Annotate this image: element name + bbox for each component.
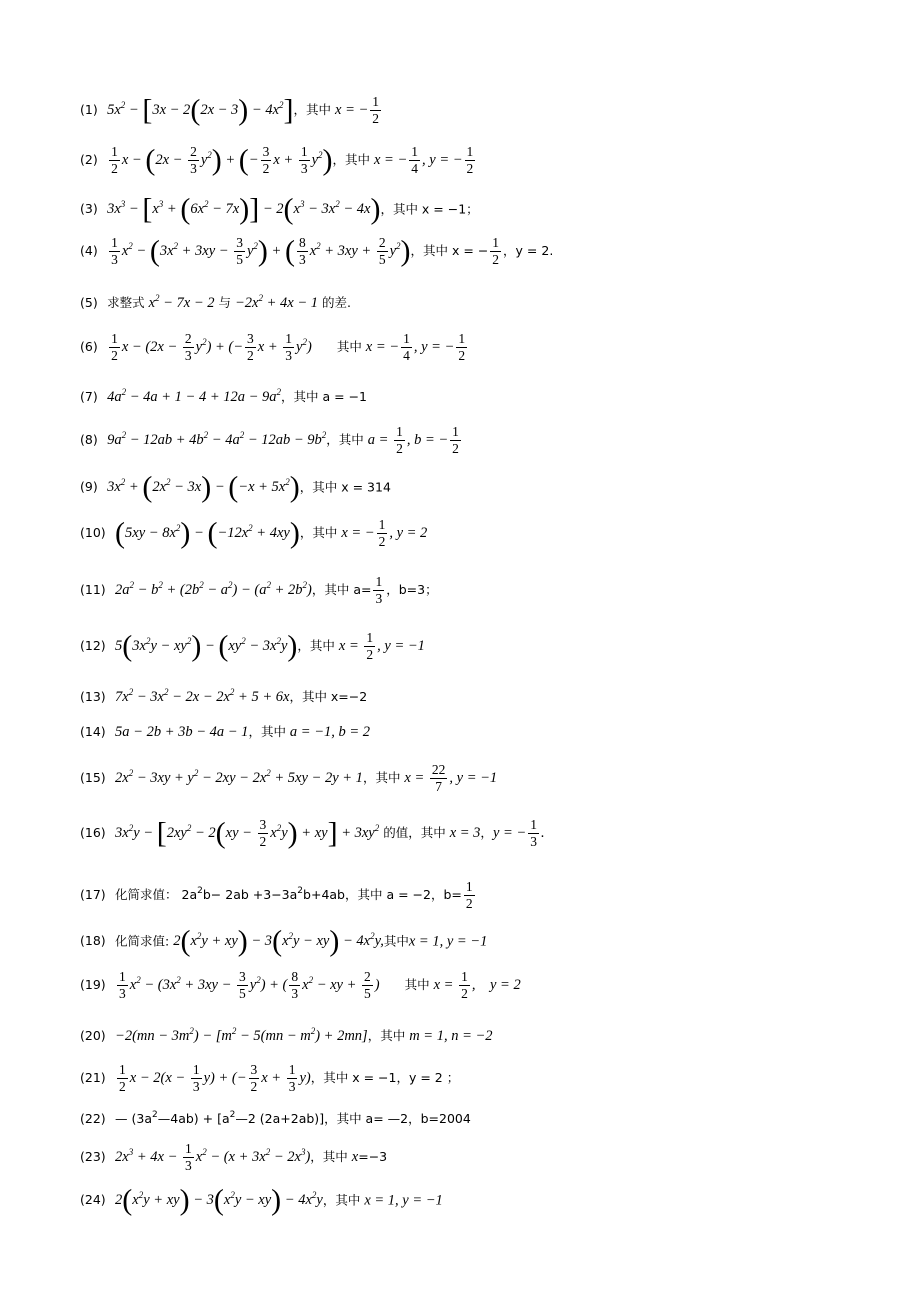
problem-number: (2) — [80, 152, 98, 167]
problem-5: (5) 求整式 $x^2 - 7x - 2$ 与 $-2x^2 + 4x - 1$ 的差. — [80, 293, 351, 311]
problem-20: $(20) -2(mn - 3m^2) - [m^2 - 5(mn - m^2) + 2mn]$，其中 m = 1, n = −2 — [80, 1026, 493, 1044]
problem-number: (11) — [80, 582, 106, 597]
problem-11: (11) $2a^2 - b^2 + (2b^2 - a^2) - (a^2 + 2b^2)$，其中 a= $\frac{1}{3}$ ，b=3； — [80, 574, 438, 607]
problem-number: (22) — [80, 1111, 106, 1126]
problem-1: (1) $5x^2 - [3x - 2(2x - 3) - 4x^2]$，其中 x = − $\frac{1}{2}$ — [80, 93, 380, 127]
problem-number: (17) — [80, 887, 106, 902]
problem-number: (20) — [80, 1028, 106, 1043]
problem-18: (18) 化简求值: $2(x^2y + xy) - 3(x^2y - xy) - 4x^2y$,其中x = 1, y = −1 — [80, 925, 488, 958]
problem-number: (14) — [80, 724, 106, 739]
problem-number: (24) — [80, 1192, 106, 1208]
problem-2: (2) $\frac{1}{2}$ x − (2x − $\frac{2}{3}$ $y^2$) + (− $\frac{3}{2}$ x + $\frac{1}{3}$ $y^2$)，其中 x = − $\frac{1}{4}$ , y = − $\frac{1}{2}$ — [80, 143, 474, 177]
problem-3: (3) $3x^3 - [x^3 + (6x^2 - 7x)] - 2(x^3 - 3x^2 - 4x)$，其中 x = −1； — [80, 193, 479, 226]
problem-number: (5) — [80, 295, 98, 310]
problem-10: (10) $(5xy - 8x^2) - (-12x^2 + 4xy)$，其中 x = − $\frac{1}{2}$ , y = 2 — [80, 516, 428, 550]
problem-number: (4) — [80, 243, 98, 258]
problem-number: (18) — [80, 933, 106, 949]
problem-9: (9) $3x^2 + (2x^2 - 3x) - (-x + 5x^2)$，其中 x = 314 — [80, 471, 391, 504]
problem-number: (3) — [80, 201, 98, 217]
problem-number: (10) — [80, 525, 106, 540]
problem-number: (19) — [80, 977, 106, 992]
problem-8: (8) $9a^2 - 12ab + 4b^2 - 4a^2 - 12ab - 9b^2$，其中 a = $\frac{1}{2}$ , b = − $\frac{1}{2}$ — [80, 424, 459, 457]
problem-16: (16) $3x^2y - [2xy^2 - 2(xy$ − $\frac{3}{2}$ $x^2y) + xy] + 3xy^2$ 的值，其中 x = 3，y = − $\frac{1}{3}$ . — [80, 816, 545, 850]
problem-19: (19) $\frac{1}{3}$ $x^2 - (3x^2 + 3xy$ − $\frac{3}{5}$ $y^2$) + ( $\frac{8}{3}$ $x^2$ − xy + $\frac{2}{5}$ ) 其中 x = $\frac{1}{2}$ , y = 2 — [80, 969, 521, 1002]
problem-22: (22) — $(3a^2—4ab)$ + [$a^2—2$ (2a+2ab)]，其中 a= —2，b=2004 — [80, 1110, 471, 1126]
problem-number: (15) — [80, 770, 106, 785]
problem-13: (13) $7x^2 - 3x^2 - 2x - 2x^2 + 5 + 6x$，其中 x=−2 — [80, 687, 368, 705]
problem-number: (12) — [80, 638, 106, 653]
problem-7: (7) $4a^2 - 4a + 1 - 4 + 12a - 9a^2$，其中 a = −1 — [80, 387, 368, 405]
problem-number: (8) — [80, 432, 98, 447]
problem-15: (15) $2x^2 - 3xy + y^2 - 2xy - 2x^2 + 5xy - 2y + 1$，其中 x = $\frac{22}{7}$ , y = −1 — [80, 762, 498, 795]
problem-number: (1) — [80, 102, 98, 117]
problem-number: (13) — [80, 689, 106, 704]
problem-23: (23) $2x^3 + 4x$ − $\frac{1}{3}$ $x^2 - (x + 3x^2 - 2x^3)$，其中 x=−3 — [80, 1141, 388, 1174]
problem-17: (17) 化简求值： $2a^2b- 2ab +3-3a^2b+4ab$，其中 a = −2，b= $\frac{1}{2}$ — [80, 879, 473, 912]
problem-number: (16) — [80, 825, 106, 840]
problem-number: (21) — [80, 1070, 106, 1085]
problem-4: (4) $\frac{1}{3}$ $x^2 - (3x^2 + 3xy$ − $\frac{3}{5}$ $y^2$) + ( $\frac{8}{3}$ $x^2 + 3xy$ + $\frac{2}{5}$ $y^2$)，其中 x = − $\frac{1}{2}$ ，y = 2. — [80, 234, 554, 268]
problem-number: (9) — [80, 479, 98, 495]
problem-24: (24) $2(x^2y + xy) - 3(x^2y - xy) - 4x^2y$，其中 x = 1, y = −1 — [80, 1184, 443, 1217]
problem-12: (12) $5(3x^2y - xy^2) - (xy^2 - 3x^2y)$，其中 x = $\frac{1}{2}$ , y = −1 — [80, 629, 425, 663]
problem-number: (7) — [80, 389, 98, 404]
problem-6: (6) $\frac{1}{2}$ x − (2x − $\frac{2}{3}$ $y^2$) + (− $\frac{3}{2}$ x + $\frac{1}{3}$ $y^2$) 其中 x = − $\frac{1}{4}$ , y = − $\frac{1}{2}$ — [80, 331, 466, 364]
problem-number: (6) — [80, 339, 98, 354]
problem-14: (14) 5a − 2b + 3b − 4a − 1，其中 a = −1, b = 2 — [80, 724, 371, 740]
problem-number: (23) — [80, 1149, 106, 1164]
problem-21: (21) $\frac{1}{2}$ x − 2(x − $\frac{1}{3}$ y) + (− $\frac{3}{2}$ x + $\frac{1}{3}$ y)，其中 x = −1，y = 2 ； — [80, 1062, 460, 1095]
